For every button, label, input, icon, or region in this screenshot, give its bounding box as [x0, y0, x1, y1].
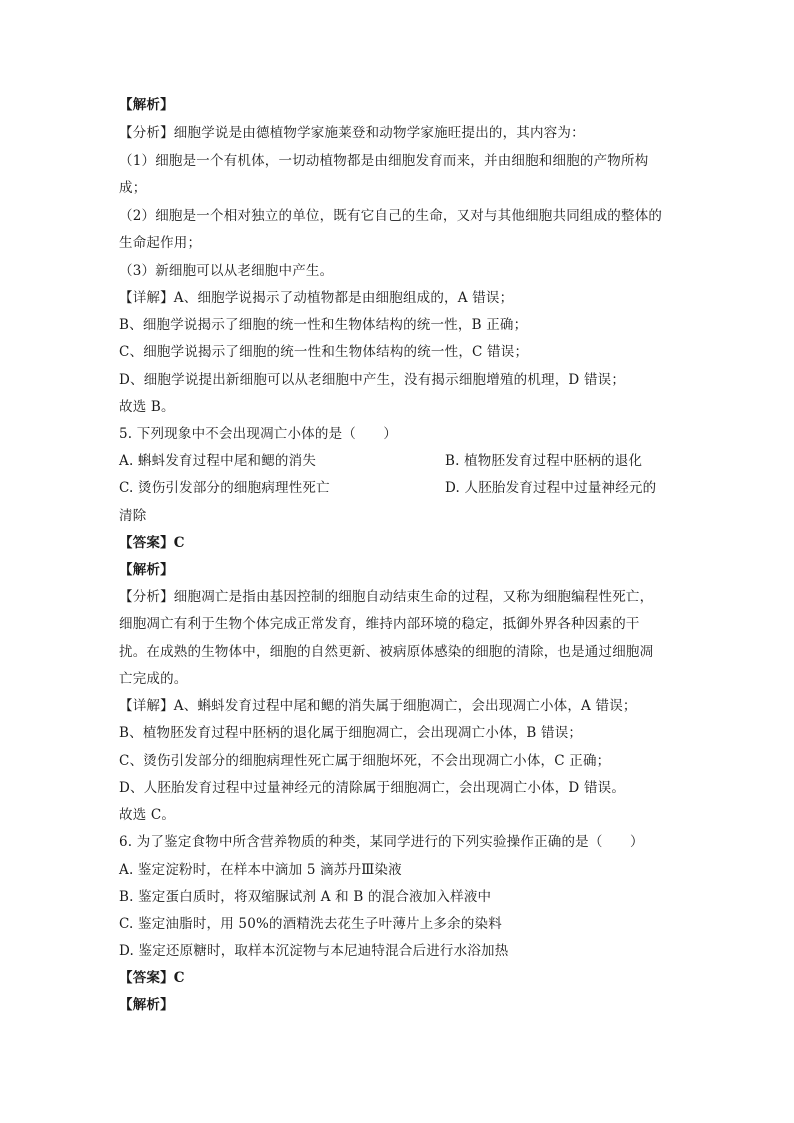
text-line: B、植物胚发育过程中胚柄的退化属于细胞凋亡，会出现凋亡小体，B 错误； — [119, 725, 583, 741]
text-line: C、细胞学说揭示了细胞的统一性和生物体结构的统一性，C 错误； — [119, 344, 529, 360]
option-a: A. 蝌蚪发育过程中尾和鳃的消失 — [119, 453, 317, 469]
text-line: 成； — [119, 180, 147, 196]
option-a: A. 鉴定淀粉时，在样本中滴加 5 滴苏丹Ⅲ染液 — [119, 862, 402, 878]
analysis-heading: 【解析】 — [119, 562, 174, 578]
text-line: （3）新细胞可以从老细胞中产生。 — [119, 263, 334, 279]
option-b: B. 鉴定蛋白质时，将双缩脲试剂 A 和 B 的混合液加入样液中 — [119, 889, 492, 905]
text-line: 清除 — [119, 508, 147, 524]
text-line: 故选 B。 — [119, 399, 175, 415]
question-5: 5. 下列现象中不会出现凋亡小体的是（ ） — [119, 426, 398, 442]
answer-line: 【答案】C — [119, 970, 185, 986]
text-line: D、细胞学说提出新细胞可以从老细胞中产生，没有揭示细胞增殖的机理，D 错误； — [119, 372, 626, 388]
option-b: B. 植物胚发育过程中胚柄的退化 — [445, 453, 643, 469]
text-line: C、烫伤引发部分的细胞病理性死亡属于细胞坏死，不会出现凋亡小体，C 正确； — [119, 753, 611, 769]
text-line: （1）细胞是一个有机体，一切动植物都是由细胞发育而来，并由细胞和细胞的产物所构 — [119, 153, 649, 169]
option-d: D. 人胚胎发育过程中过量神经元的 — [445, 480, 657, 496]
question-6: 6. 为了鉴定食物中所含营养物质的种类，某同学进行的下列实验操作正确的是（ ） — [119, 834, 644, 850]
text-line: 【分析】细胞凋亡是指由基因控制的细胞自动结束生命的过程，又称为细胞编程性死亡， — [119, 589, 654, 605]
option-c: C. 烫伤引发部分的细胞病理性死亡 — [119, 480, 330, 496]
text-line: 扰。在成熟的生物体中，细胞的自然更新、被病原体感染的细胞的清除，也是通过细胞凋 — [119, 644, 654, 660]
text-line: 【分析】细胞学说是由德植物学家施莱登和动物学家施旺提出的，其内容为： — [119, 125, 585, 141]
text-line: （2）细胞是一个相对独立的单位，既有它自己的生命，又对与其他细胞共同组成的整体的 — [119, 208, 663, 224]
text-line: 【详解】A、细胞学说揭示了动植物都是由细胞组成的，A 错误； — [119, 290, 514, 306]
option-d: D. 鉴定还原糖时，取样本沉淀物与本尼迪特混合后进行水浴加热 — [119, 943, 509, 959]
option-c: C. 鉴定油脂时，用 50%的酒精洗去花生子叶薄片上多余的染料 — [119, 916, 502, 932]
text-line: 【详解】A、蝌蚪发育过程中尾和鳃的消失属于细胞凋亡，会出现凋亡小体，A 错误； — [119, 698, 637, 714]
answer-line: 【答案】C — [119, 535, 185, 551]
text-line: B、细胞学说揭示了细胞的统一性和生物体结构的统一性，B 正确； — [119, 317, 528, 333]
text-line: 细胞凋亡有利于生物个体完成正常发育，维持内部环境的稳定，抵御外界各种因素的干 — [119, 616, 640, 632]
text-line: 生命起作用； — [119, 235, 202, 251]
text-line: D、人胚胎发育过程中过量神经元的清除属于细胞凋亡，会出现凋亡小体，D 错误。 — [119, 780, 626, 796]
analysis-heading: 【解析】 — [119, 997, 174, 1013]
analysis-heading: 【解析】 — [119, 97, 174, 113]
text-line: 亡完成的。 — [119, 671, 188, 687]
text-line: 故选 C。 — [119, 807, 176, 823]
